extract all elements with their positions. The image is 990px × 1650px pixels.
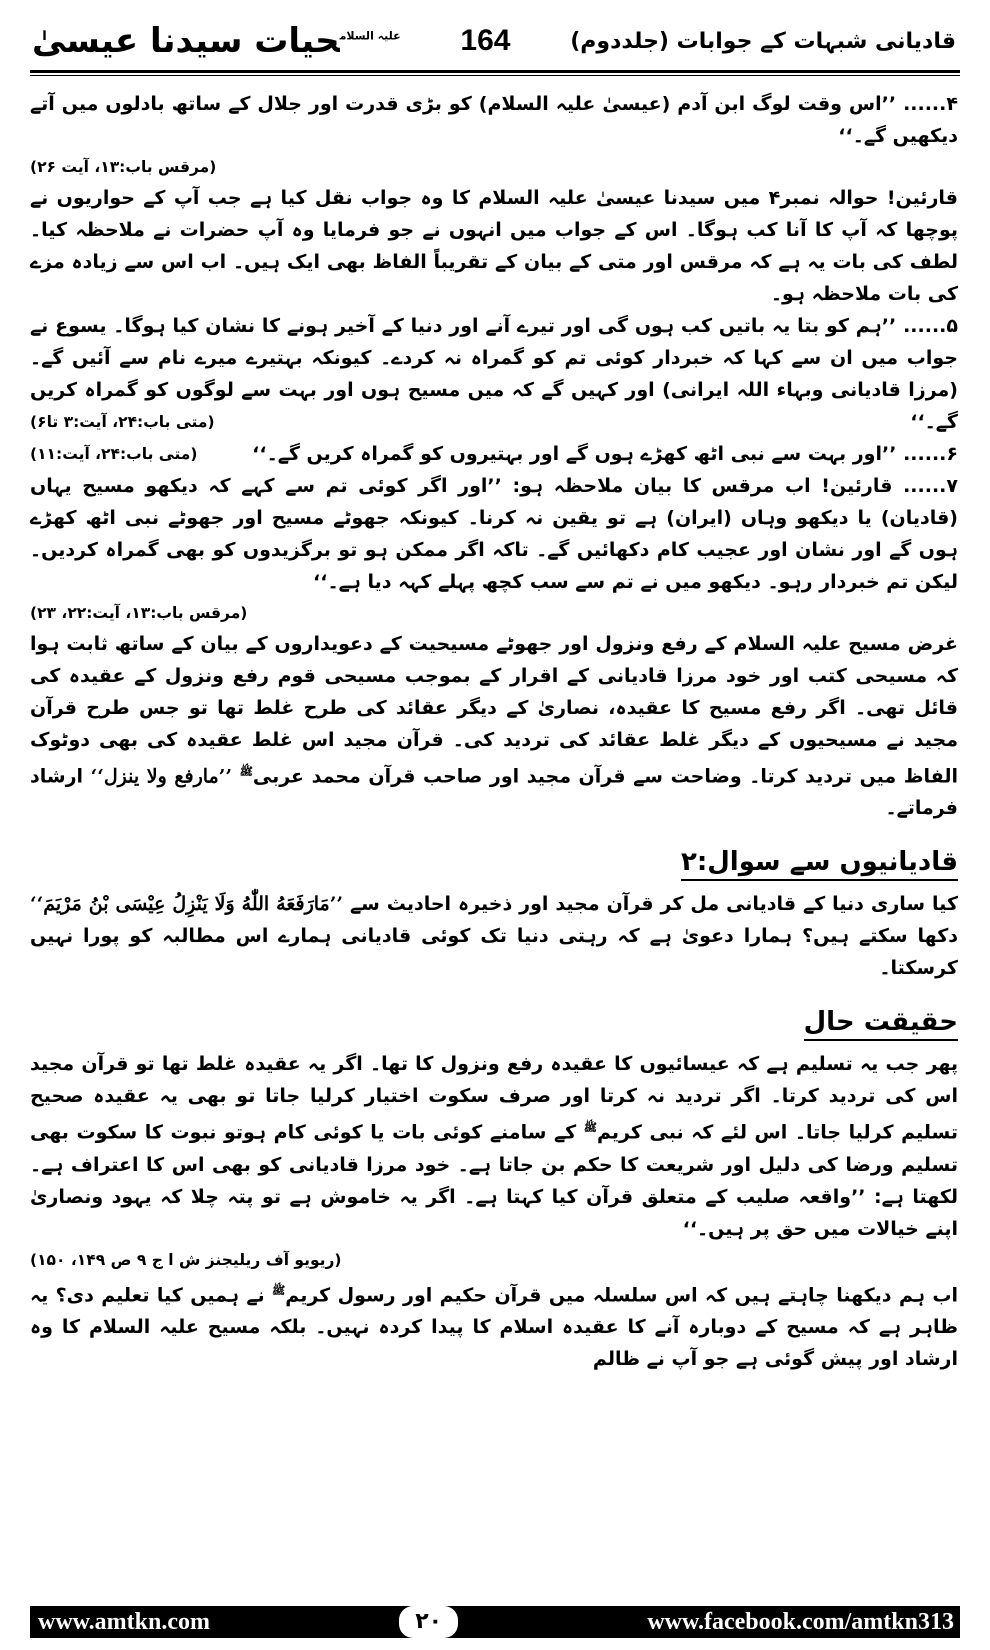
quote-item-7: ۷...... قارئین! اب مرقس کا بیان ملاحظہ ہو: ’’اور اگر کوئی تم سے کہے کہ دیکھو مسیح یہاں (قادیان) یا دیکھو وہاں (ایران) ہے تو یقین نہ کرنا۔ کیونکہ جھوٹے مسیح اور جھوٹے نبی اٹھ کھڑے ہوں گے اور نشان اور عجیب کام دکھائیں گے۔ تاکہ اگر ممکن ہو تو برگزیدوں کو بھی گمراہ کردیں۔ لیکن تم خبردار رہو۔ دیکھو میں نے تم سے سب کچھ پہلے کہہ دیا ہے۔‘‘ — [30, 475, 958, 593]
header-rule — [30, 70, 960, 73]
footer-page-number: ۲۰ — [399, 1606, 458, 1638]
salutation-mark: ﷺ — [272, 1283, 286, 1297]
reference-5: (متی باب:۲۴، آیت:۳ تا۶) — [30, 413, 215, 431]
arabic-text: ’’مَارَفَعَهُ اللّٰهُ وَلَا يَنْزِلُ عِيْسَى بْنُ مَرْيَمَ‘‘ — [30, 893, 343, 916]
section-heading-reality: حقیقت حال — [30, 1002, 958, 1042]
seal-text: علیہ السلام — [339, 29, 401, 43]
page-footer — [30, 1606, 960, 1638]
paragraph-4: پھر جب یہ تسلیم ہے کہ عیسائیوں کا عقیدہ رفع ونزول کا تھا۔ اگر یہ عقیدہ غلط تھا تو قرآن مجید اس کی تردید کرتا۔ اگر تردید نہ کرتا اور صرف سکوت اختیار کرلیا جاتا تو بھی یہ عقیدہ صحیح تسلیم کرلیا جاتا۔ اس لئے کہ نبی کریم$^ﷺ$ کے سامنے کوئی بات یا کوئی کام ہوتو نبوت کا سکوت بھی تسلیم ورضا کی دلیل اور شریعت کا حکم بن جاتا ہے۔ خود مرزا قادیانی کو بھی اس کا اعتراف ہے۔ لکھتا ہے: ’’واقعہ صلیب کے متعلق قرآن کیا کہتا ہے۔ اگر یہ خاموش ہے تو پتہ چلا کہ یہود ونصاریٰ اپنے خیالات میں حق پر ہیں۔‘‘ — [30, 1053, 958, 1240]
paragraph-3: کیا ساری دنیا کے قادیانی مل کر قرآن مجید اور ذخیرہ احادیث سے ’’مَارَفَعَهُ اللّٰهُ وَلَا يَنْزِلُ عِيْسَى بْنُ مَرْيَمَ‘‘ دکھا سکتے ہیں؟ ہمارا دعویٰ ہے کہ رہتی دنیا تک کوئی قادیانی ہمارے اس مطالبہ کو پورا نہیں کرسکتا۔ — [30, 893, 958, 980]
reference-7: (مرقس باب:۱۳، آیت:۲۲، ۲۳) — [30, 604, 248, 622]
facebook-link[interactable]: www.facebook.com/amtkn313 — [647, 1608, 954, 1635]
book-subtitle: قادیانی شبہات کے جوابات (جلددوم) — [570, 28, 956, 54]
paragraph-1: قارئین! حوالہ نمبر۴ میں سیدنا عیسیٰ علیہ السلام کا وہ جواب نقل کیا ہے جب آپ کے حواریوں نے پوچھا کہ آپ کا آنا کب ہوگا۔ اس کے جواب میں انہوں نے جو فرمایا وہ آپ حضرات نے ملاحظہ کیا۔ لطف کی بات یہ ہے کہ مرقس اور متی کے بیان کے تقریباً الفاظ بھی ایک ہیں۔ اب اس سے زیادہ مزے کی بات ملاحظہ ہو۔ — [30, 187, 958, 305]
salutation-mark: ﷺ — [239, 765, 253, 778]
quote-item-6: ۶...... ’’اور بہت سے نبی اٹھ کھڑے ہوں گے اور بہتیروں کو گمراہ کریں گے۔‘‘ (متی باب:۲۴، آیت:۱۱) — [30, 438, 958, 470]
paragraph-5: اب ہم دیکھنا چاہتے ہیں کہ اس سلسلہ میں قرآن حکیم اور رسول کریم$^ﷺ$ نے ہمیں کیا تعلیم دی؟ یہ ظاہر ہے کہ مسیح کے دوبارہ آنے کا عقیدہ اسلام کا پیدا کردہ نہیں۔ بلکہ مسیح علیہ السلام کا وہ ارشاد اور پیش گوئی ہے جو آپ نے ظالم — [30, 1283, 958, 1370]
quote-item-5: ۵...... ’’ہم کو بتا یہ باتیں کب ہوں گی اور تیرے آنے اور دنیا کے آخیر ہونے کا نشان کیا ہوگا۔ یسوع نے جواب میں ان سے کہا کہ خبردار کوئی تم کو گمراہ نہ کردے۔ کیونکہ بہتیرے میرے نام سے آئیں گے۔ (مرزا قادیانی وبہاء اللہ ایرانی) اور کہیں گے کہ میں مسیح ہوں اور بہت سے لوگوں کو گمراہ کریں گے۔‘‘ (متی باب:۲۴، آیت:۳ تا۶) — [30, 310, 958, 438]
header-rule-thin — [30, 75, 960, 76]
reference-6: (متی باب:۲۴، آیت:۱۱) — [30, 445, 198, 463]
reference-4: (مرقس باب:۱۳، آیت ۲۶) — [30, 158, 217, 176]
book-page-number: 164 — [460, 24, 511, 57]
section-heading-question: قادیانیوں سے سوال:۲ — [30, 842, 958, 882]
salutation-mark: ﷺ — [583, 1121, 598, 1135]
page-body — [30, 88, 958, 1375]
page-header — [32, 14, 956, 68]
quote-item-4: ۴...... ’’اس وقت لوگ ابن آدم (عیسیٰ علیہ السلام) کو بڑی قدرت اور جلال کے ساتھ بادلوں میں آتے دیکھیں گے۔‘‘ — [30, 93, 958, 147]
book-title: $^{علیہ السلام}$حیات سیدنا عیسیٰ — [32, 21, 401, 61]
paragraph-2: غرض مسیح علیہ السلام کے رفع ونزول اور جھوٹے مسیحیت کے دعویداروں کے بیان کے ساتھ ثابت ہوا کہ مسیحی کتب اور خود مرزا قادیانی کے اقرار کے بموجب مسیحی قوم رفع ونزول کے عقیدہ کی قائل تھی۔ اگر رفع مسیح کا عقیدہ، نصاریٰ کے دیگر عقائد کی طرح غلط تھا تو جس طرح قرآن مجید نے مسیحیوں کے دیگر غلط عقائد کی تردید کی۔ قرآن مجید اس غلط عقیدہ کی بھی دوٹوک الفاظ میں تردید کرتا۔ وضاحت سے قرآن مجید اور صاحب قرآن محمد عربی$^ﷺ$ ’’مارفع ولا ینزل‘‘ ارشاد فرماتے۔ — [30, 633, 958, 820]
arabic-quote: ’’مارفع ولا ینزل‘‘ — [90, 765, 232, 788]
reference-review: (ریویو آف ریلیجنز ش ا ج ۹ ص ۱۴۹، ۱۵۰) — [30, 1250, 342, 1269]
website-link[interactable]: www.amtkn.com — [38, 1608, 210, 1635]
